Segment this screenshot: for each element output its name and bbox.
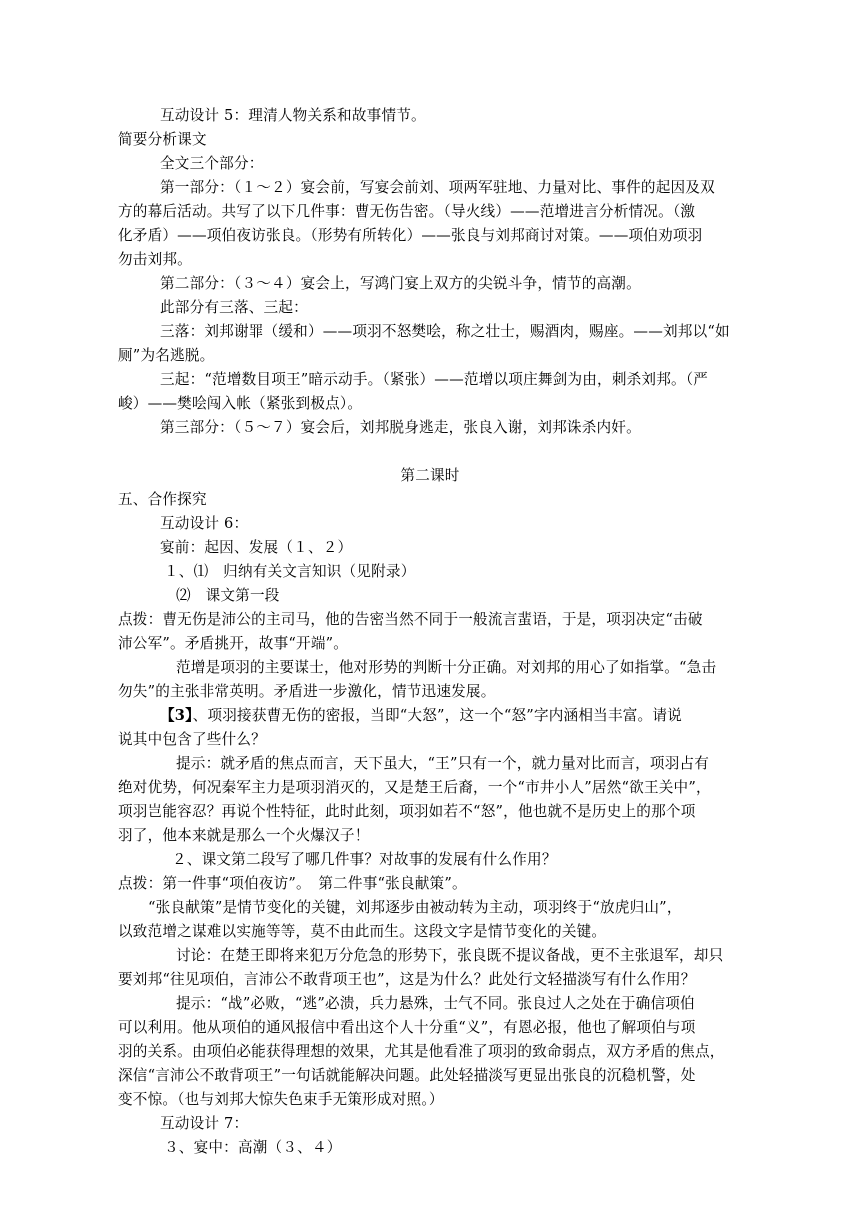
text-line: 第二部分：（３～４）宴会上，写鸿门宴上双方的尖锐斗争，情节的高潮。 [160, 275, 641, 292]
text-line: 提示：“战”必败，“逃”必溃，兵力悬殊，士气不同。张良过人之处在于确信项伯 [176, 995, 695, 1012]
section-heading: 五、合作探究 [118, 491, 207, 508]
lesson-title: 第二课时 [400, 467, 460, 484]
text-line: 深信“言沛公不敢背项王”一句话就能解决问题。此处轻描淡写更显出张良的沉稳机警，处 [118, 1067, 696, 1084]
text-line: 点拨：第一件事“项伯夜访”。 第二件事“张良献策”。 [118, 875, 467, 892]
text-line: 第三部分：（５～７）宴会后，刘邦脱身逃走，张良入谢，刘邦诛杀内奸。 [160, 419, 641, 436]
text-line: 提示：就矛盾的焦点而言，天下虽大，“王”只有一个，就力量对比而言，项羽占有 [176, 755, 710, 772]
text-line: 峻）——樊哙闯入帐（紧张到极点）。 [118, 395, 363, 412]
text-line: １、⑴ 归纳有关文言知识（见附录） [164, 563, 416, 580]
text-line: ⑵ 课文第一段 [176, 587, 280, 604]
text-line: 互动设计 6： [160, 515, 249, 532]
text-line: 互动设计 5：理清人物关系和故事情节。 [160, 107, 426, 124]
question-text: 、项羽接获曹无伤的密报，当即“大怒”，这一个“怒”字内涵相当丰富。请说 [192, 707, 682, 724]
text-line: 要刘邦“往见项伯，言沛公不敢背项王也”，这是为什么？此处行文轻描淡写有什么作用？ [118, 971, 696, 988]
text-line: 厕”为名逃脱。 [118, 347, 215, 364]
text-line: 点拨：曹无伤是沛公的主司马，他的告密当然不同于一般流言蜚语，于是，项羽决定“击破 [118, 611, 703, 628]
text-line: 以致范增之谋难以实施等等，莫不由此而生。这段文字是情节变化的关键。 [118, 923, 607, 940]
text-line: “张良献策”是情节变化的关键，刘邦逐步由被动转为主动，项羽终于“放虎归山”， [148, 899, 682, 916]
question-line [160, 706, 682, 726]
text-line: 宴前：起因、发展（１、２） [160, 539, 353, 556]
text-line: 沛公军”。矛盾挑开，故事“开端”。 [118, 635, 349, 652]
text-line: 化矛盾）——项伯夜访张良。（形势有所转化）——张良与刘邦商讨对策。——项伯劝项羽 [118, 227, 703, 244]
text-line: 变不惊。（也与刘邦大惊失色束手无策形成对照。） [118, 1091, 444, 1108]
text-line: ２、课文第二段写了哪几件事？对故事的发展有什么作用？ [172, 851, 557, 868]
text-line: 三落：刘邦谢罪（缓和）——项羽不怒樊哙，称之壮士，赐酒肉，赐座。——刘邦以“如 [160, 323, 730, 340]
text-line: 绝对优势，何况秦军主力是项羽消灭的，又是楚王后裔，一个“市井小人”居然“欲王关中”， [118, 779, 711, 796]
text-line: 此部分有三落、三起： [160, 299, 308, 316]
section-heading: 简要分析课文 [118, 131, 207, 148]
text-line: 勿击刘邦。 [118, 251, 192, 268]
text-line: 三起：“范增数目项王”暗示动手。（紧张）——范增以项庄舞剑为由，刺杀刘邦。（严 [160, 371, 709, 388]
text-line: 可以利用。他从项伯的通风报信中看出这个人十分重“义”，有恩必报，他也了解项伯与项 [118, 1019, 696, 1036]
text-line: ３、宴中：高潮（３、４） [164, 1139, 342, 1156]
question-number: 【3】 [160, 707, 193, 724]
text-line: 羽了，他本来就是那么一个火爆汉子！ [118, 827, 370, 844]
text-line: 讨论：在楚王即将来犯万分危急的形势下，张良既不提议备战，更不主张退军，却只 [176, 947, 724, 964]
text-line: 第一部分：（１～２）宴会前，写宴会前刘、项两军驻地、力量对比、事件的起因及双 [160, 179, 715, 196]
text-line: 范增是项羽的主要谋士，他对形势的判断十分正确。对刘邦的用心了如指掌。“急击 [176, 659, 717, 676]
text-line: 说其中包含了些什么？ [118, 731, 266, 748]
text-line: 互动设计 7： [160, 1115, 249, 1132]
text-line: 羽的关系。由项伯必能获得理想的效果，尤其是他看准了项羽的致命弱点，双方矛盾的焦点， [118, 1043, 725, 1060]
text-line: 项羽岂能容忍？再说个性特征，此时此刻，项羽如若不“怒”，他也就不是历史上的那个项 [118, 803, 696, 820]
text-line: 方的幕后活动。共写了以下几件事：曹无伤告密。（导火线）——范增进言分析情况。（激 [118, 203, 696, 220]
text-line: 勿失”的主张非常英明。矛盾进一步激化，情节迅速发展。 [118, 683, 496, 700]
text-line: 全文三个部分： [160, 155, 264, 172]
